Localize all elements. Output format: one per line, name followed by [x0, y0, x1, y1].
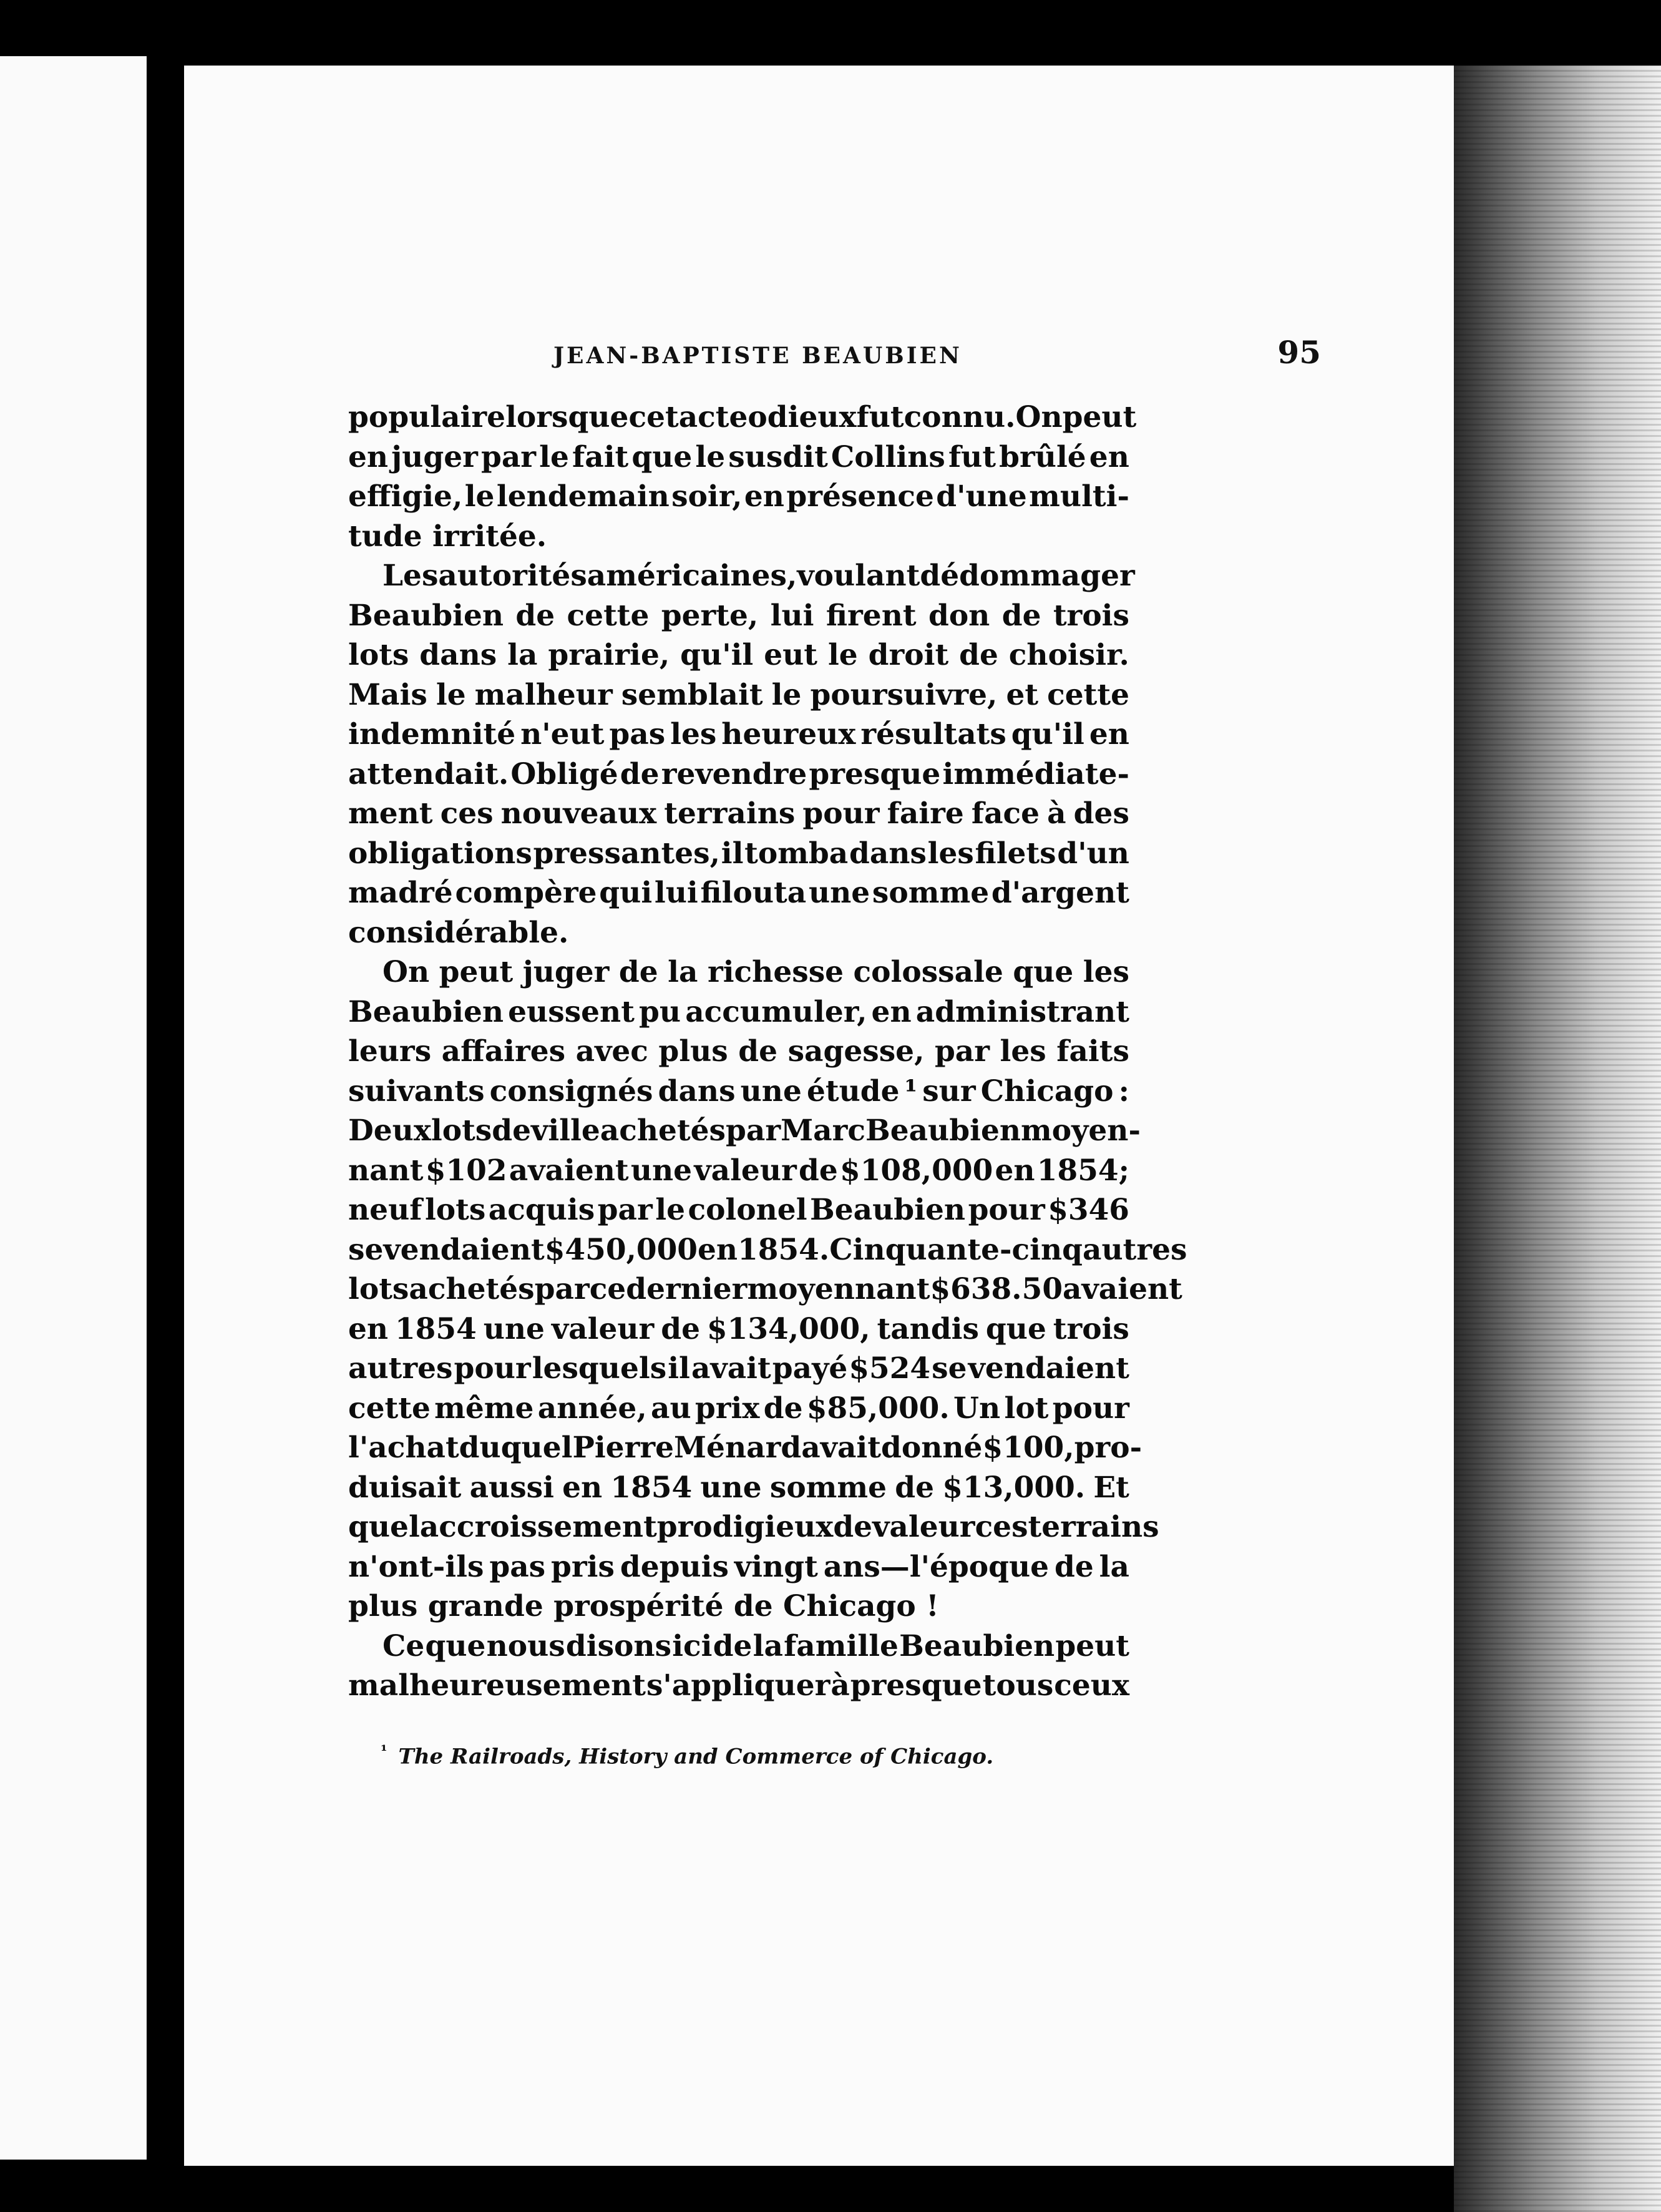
text-line: autres pour lesquels il avait payé $524 se vendaient [348, 1351, 1129, 1386]
text-line: attendait. Obligé de revendre presque immédiate- [348, 756, 1129, 791]
text-line: Les autorités américaines, voulant dédommager [382, 559, 1135, 593]
footnote-text: The Railroads, History and Commerce of Chicago. [398, 1744, 994, 1769]
page-header [553, 334, 1321, 384]
text-line: effigie, le lendemain soir, en présence d'une multi- [348, 479, 1129, 514]
text-line: populaire lorsque cet acte odieux fut connu. On peut [348, 400, 1137, 434]
page-number: 95 [1277, 334, 1321, 371]
text-line: lots achetés par ce dernier moyennant $638.50 avaient [348, 1272, 1182, 1306]
text-line: considérable. [348, 915, 569, 950]
footnote-marker: ¹ [381, 1741, 387, 1759]
book-gutter [147, 44, 184, 2166]
text-line: cette même année, au prix de $85,000. Un lot pour [348, 1391, 1129, 1426]
text-line: indemnité n'eut pas les heureux résultats qu'il en [348, 717, 1129, 751]
text-line: Deux lots de ville achetés par Marc Beaubien moyen- [348, 1113, 1141, 1148]
text-line: l'achat duquel Pierre Ménard avait donné $100, pro- [348, 1431, 1142, 1465]
text-line: en juger par le fait que le susdit Collins fut brûlé en [348, 439, 1129, 474]
text-line: n'ont-ils pas pris depuis vingt ans—l'époque de la [348, 1549, 1129, 1584]
text-line: tude irritée. [348, 519, 547, 554]
text-line: suivants consignés dans une étude ¹ sur Chicago : [348, 1074, 1129, 1108]
text-line: leurs affaires avec plus de sagesse, par les faits [348, 1034, 1129, 1069]
text-line: On peut juger de la richesse colossale que les [382, 955, 1129, 989]
body-text [348, 398, 1187, 1706]
text-line: se vendaient $450,000 en 1854. Cinquante-cinq autres [348, 1232, 1187, 1267]
scan-edge-shadow [1454, 66, 1661, 2212]
text-line: nant $102 avaient une valeur de $108,000 en 1854; [348, 1153, 1129, 1188]
text-line: duisait aussi en 1854 une somme de $13,000. Et [348, 1470, 1129, 1505]
running-head: JEAN-BAPTISTE BEAUBIEN [553, 343, 962, 369]
text-line: Beaubien eussent pu accumuler, en administrant [348, 994, 1129, 1029]
text-line: Beaubien de cette perte, lui firent don de trois [348, 598, 1129, 633]
text-line: quel accroissement prodigieux de valeur ces terrains [348, 1510, 1159, 1544]
facing-page-edge [0, 56, 147, 2160]
text-line: ment ces nouveaux terrains pour faire face à des [348, 796, 1129, 831]
footnote [381, 1741, 1192, 1769]
text-line: malheureusement s'appliquer à presque tous ceux [348, 1668, 1129, 1703]
text-line: obligations pressantes, il tomba dans les filets d'un [348, 836, 1129, 871]
text-line: plus grande prospérité de Chicago ! [348, 1589, 939, 1623]
text-line: neuf lots acquis par le colonel Beaubien pour $346 [348, 1193, 1129, 1227]
text-line: lots dans la prairie, qu'il eut le droit de choisir. [348, 638, 1129, 672]
text-line: madré compère qui lui filouta une somme d'argent [348, 876, 1129, 910]
text-line: en 1854 une valeur de $134,000, tandis que trois [348, 1311, 1129, 1346]
text-line: Ce que nous disons ici de la famille Beaubien peut [382, 1628, 1129, 1663]
text-line: Mais le malheur semblait le poursuivre, et cette [348, 677, 1129, 712]
